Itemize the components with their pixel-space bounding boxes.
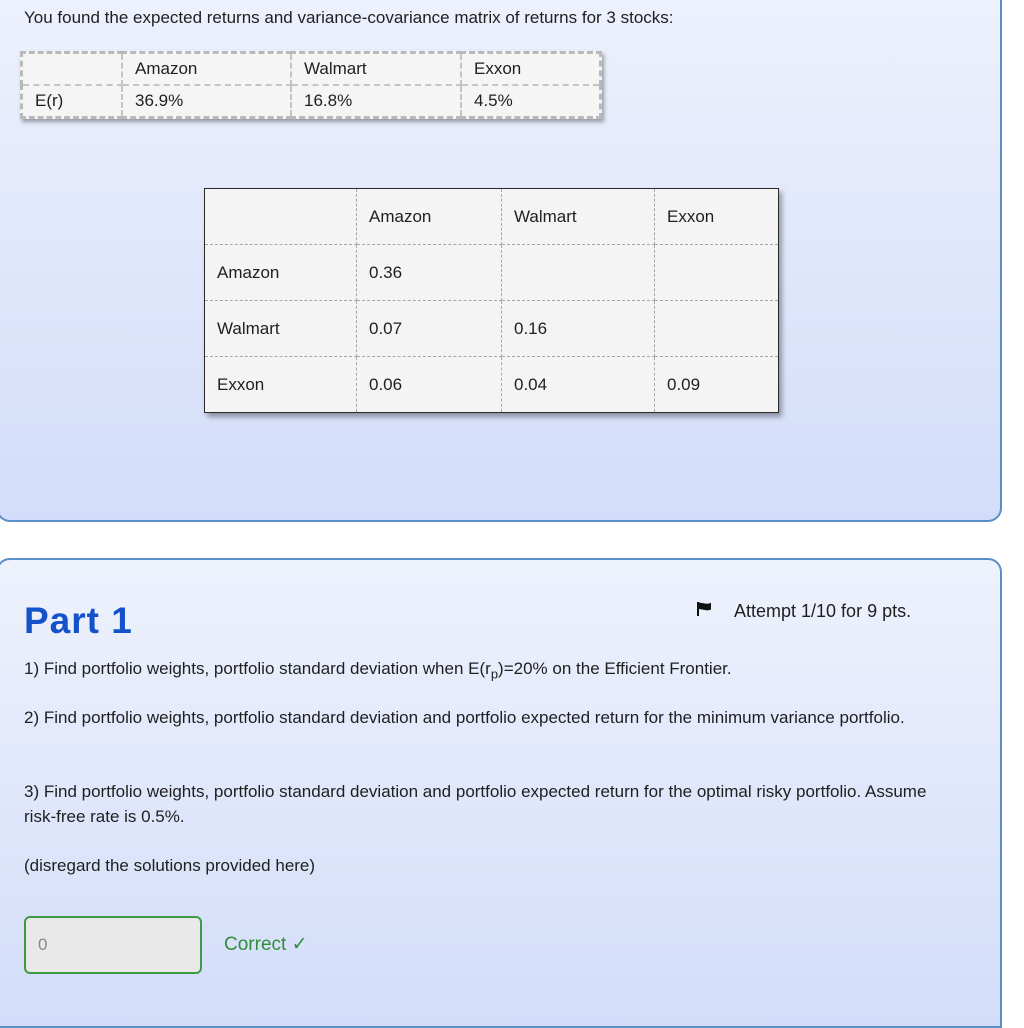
part-title: Part 1 — [24, 600, 133, 641]
question-3: 3) Find portfolio weights, portfolio standard deviation and portfolio expected return for the optimal risky portfolio. Assume risk-free rate is 0.5%. — [24, 782, 927, 826]
table-header: Amazon — [357, 189, 502, 245]
table-cell: 0.07 — [357, 301, 502, 357]
table-header: Exxon — [461, 53, 601, 86]
row-label: E(r) — [22, 85, 123, 118]
table-cell: 36.9% — [122, 85, 291, 118]
table-cell: 4.5% — [461, 85, 601, 118]
table-cell: 0.06 — [357, 357, 502, 413]
table-cell — [655, 245, 779, 301]
table-row — [205, 301, 779, 357]
row-label: Walmart — [205, 301, 357, 357]
table-cell — [502, 245, 655, 301]
table-row — [22, 85, 601, 118]
table-row — [205, 189, 779, 245]
table-cell: 16.8% — [291, 85, 461, 118]
row-label: Exxon — [205, 357, 357, 413]
table-header: Amazon — [122, 53, 291, 86]
expected-returns-table — [20, 51, 602, 119]
table-cell — [205, 189, 357, 245]
table-row — [205, 357, 779, 413]
table-cell — [22, 53, 123, 86]
table-row — [22, 53, 601, 86]
attempt-text: Attempt 1/10 for 9 pts. — [734, 601, 912, 621]
table-header: Walmart — [291, 53, 461, 86]
table-cell: 0.36 — [357, 245, 502, 301]
disclaimer-note: (disregard the solutions provided here) — [24, 856, 316, 875]
correct-status: Correct ✓ — [224, 934, 308, 955]
table-cell: 0.16 — [502, 301, 655, 357]
answer-input[interactable] — [24, 916, 202, 974]
flag-icon[interactable] — [696, 601, 712, 622]
row-label: Amazon — [205, 245, 357, 301]
question-2: 2) Find portfolio weights, portfolio standard deviation and portfolio expected return for the minimum variance portfolio. — [24, 708, 905, 727]
table-cell — [655, 301, 779, 357]
covariance-matrix-table — [204, 188, 779, 413]
attempt-info — [696, 601, 911, 622]
table-row — [205, 245, 779, 301]
table-header: Exxon — [655, 189, 779, 245]
table-cell: 0.09 — [667, 374, 701, 394]
question-1: 1) Find portfolio weights, portfolio standard deviation when $E(r_p)=20\%$ on the Efficient Frontier. — [24, 659, 732, 682]
table-header: Walmart — [502, 189, 655, 245]
intro-text: You found the expected returns and variance-covariance matrix of returns for 3 stocks: — [24, 8, 674, 27]
table-cell: 0.04 — [502, 357, 655, 413]
